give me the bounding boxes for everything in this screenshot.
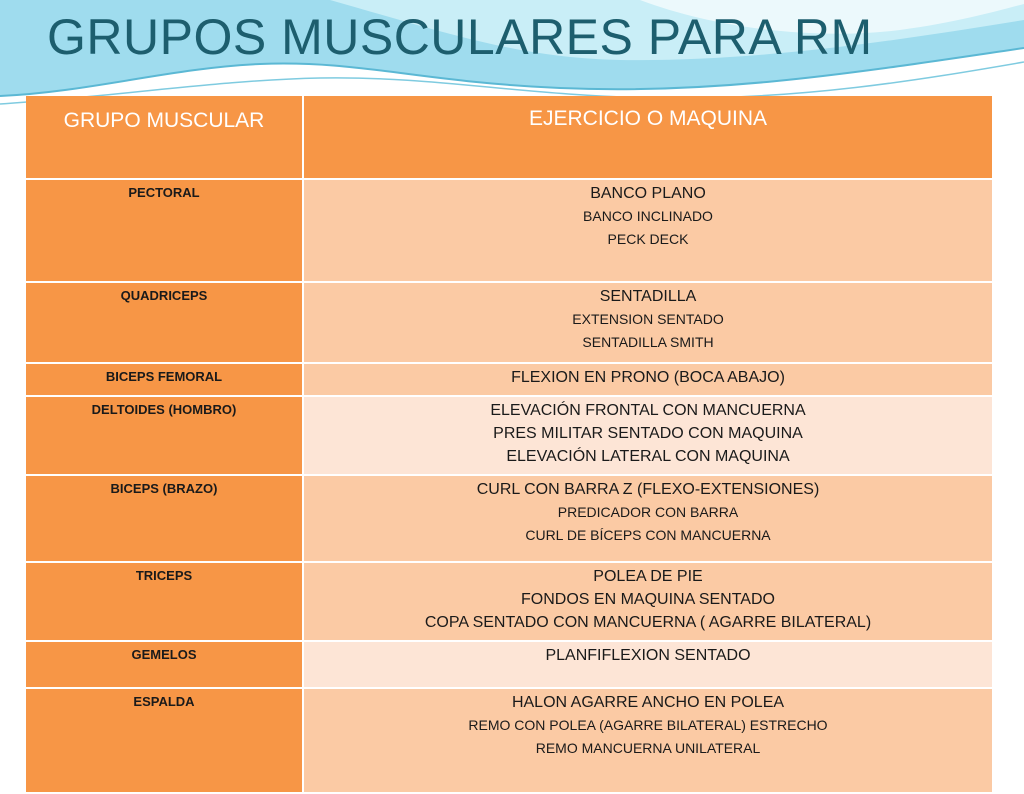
exercise-item: EXTENSION SENTADO xyxy=(572,311,724,327)
exercise-cell xyxy=(304,476,992,561)
exercise-cell xyxy=(304,283,992,362)
exercise-item: REMO MANCUERNA UNILATERAL xyxy=(535,740,761,756)
muscle-group-cell: QUADRICEPS xyxy=(26,283,302,362)
muscle-group-cell: GEMELOS xyxy=(26,642,302,687)
table-body xyxy=(26,180,992,792)
exercise-item: PECK DECK xyxy=(607,231,689,247)
muscle-group-cell: BICEPS (BRAZO) xyxy=(26,476,302,561)
muscle-group-cell: DELTOIDES (HOMBRO) xyxy=(26,397,302,474)
exercise-item: PREDICADOR CON BARRA xyxy=(557,504,739,520)
muscle-groups-table xyxy=(24,94,994,794)
exercise-item: PRES MILITAR SENTADO CON MAQUINA xyxy=(493,425,803,442)
muscle-group-cell: ESPALDA xyxy=(26,689,302,792)
table-row xyxy=(26,364,992,395)
exercise-item: ELEVACIÓN LATERAL CON MAQUINA xyxy=(506,448,790,465)
table-row xyxy=(26,563,992,640)
exercise-item: ELEVACIÓN FRONTAL CON MANCUERNA xyxy=(490,402,806,419)
table-row xyxy=(26,283,992,362)
muscle-group-cell: TRICEPS xyxy=(26,563,302,640)
exercise-cell xyxy=(304,689,992,792)
exercise-item: REMO CON POLEA (AGARRE BILATERAL) ESTRECHO xyxy=(468,717,828,733)
header-ejercicio-maquina: EJERCICIO O MAQUINA xyxy=(304,96,992,178)
exercise-item: SENTADILLA SMITH xyxy=(582,334,714,350)
muscle-group-cell: PECTORAL xyxy=(26,180,302,281)
exercise-item: BANCO PLANO xyxy=(590,185,706,202)
exercise-cell xyxy=(304,642,992,687)
exercise-item: CURL CON BARRA Z (FLEXO-EXTENSIONES) xyxy=(476,481,820,498)
exercise-item: FONDOS EN MAQUINA SENTADO xyxy=(521,591,775,608)
exercise-item: HALON AGARRE ANCHO EN POLEA xyxy=(511,694,785,711)
exercise-item: BANCO INCLINADO xyxy=(583,208,713,224)
exercise-item: CURL DE BÍCEPS CON MANCUERNA xyxy=(525,527,771,543)
page-title: GRUPOS MUSCULARES PARA RM xyxy=(47,9,873,65)
table-row xyxy=(26,689,992,792)
exercise-cell xyxy=(304,364,992,395)
table-row xyxy=(26,476,992,561)
table-row xyxy=(26,397,992,474)
exercise-cell xyxy=(304,563,992,640)
table-row xyxy=(26,642,992,687)
exercise-item: SENTADILLA xyxy=(599,288,697,305)
exercise-item: COPA SENTADO CON MANCUERNA ( AGARRE BILATERAL) xyxy=(424,614,872,631)
table-row xyxy=(26,180,992,281)
exercise-cell xyxy=(304,180,992,281)
exercise-item: PLANFIFLEXION SENTADO xyxy=(545,647,751,664)
exercise-cell xyxy=(304,397,992,474)
exercise-item: POLEA DE PIE xyxy=(593,568,703,585)
header-grupo-muscular: GRUPO MUSCULAR xyxy=(26,96,302,178)
muscle-group-cell: BICEPS FEMORAL xyxy=(26,364,302,395)
table-header-row xyxy=(26,96,992,178)
exercise-item: FLEXION EN PRONO (BOCA ABAJO) xyxy=(511,369,785,386)
